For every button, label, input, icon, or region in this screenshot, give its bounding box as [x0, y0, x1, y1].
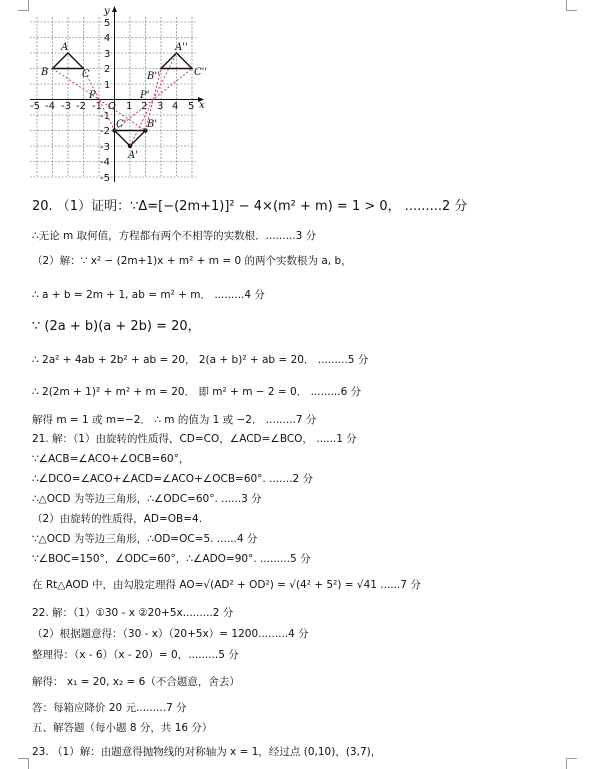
- x-tick-label: 1: [126, 101, 133, 112]
- point-label-a2: A'': [175, 42, 188, 53]
- y-tick-label: -5: [100, 173, 110, 184]
- q23-part1-start: 23. （1）解：由题意得抛物线的对称轴为 x = 1，经过点 (0,10)，(3,7)，: [32, 746, 382, 758]
- x-tick-label: -4: [45, 101, 55, 112]
- x-tick-label: -3: [61, 101, 71, 112]
- point-label-b: B: [41, 67, 49, 78]
- x-tick-label: 3: [157, 101, 164, 112]
- point-label-b2: B'': [147, 71, 160, 82]
- point-label-p: P: [89, 90, 96, 101]
- q21-angle-ado: ∵∠BOC=150°，∠ODC=60°，∴∠ADO=90°. .........5 分: [32, 553, 311, 565]
- y-tick-label: 2: [104, 64, 111, 75]
- corner-mark-bottom-left: [18, 758, 29, 769]
- q21-pythagoras: 在 Rt△AOD 中，由勾股定理得 AO=√(AD² + OD²) = √(4² + 5²) = √41 ......7 分: [32, 579, 421, 591]
- y-tick-label: 5: [104, 18, 111, 29]
- x-tick-label: -2: [76, 101, 86, 112]
- y-tick-label: -3: [100, 142, 110, 153]
- point-label-a: A: [61, 42, 69, 53]
- q20-part1-proof: 20. （1）证明：∵Δ=[−(2m+1)]² − 4×(m² + m) = 1 > 0， .........2 分: [32, 199, 468, 214]
- point-label-a1: A': [128, 150, 138, 161]
- y-tick-label: 3: [104, 49, 111, 60]
- x-tick-label: -5: [30, 101, 40, 112]
- q22-part2-equation: （2）根据题意得：（30 - x）（20+5x）= 1200.........4 分: [32, 628, 309, 640]
- q22-answer: 答：每箱应降价 20 元.........7 分: [32, 702, 187, 714]
- q21-angle-acb: ∵∠ACB=∠ACO+∠OCB=60°，: [32, 453, 190, 465]
- y-tick-label: 4: [104, 33, 111, 44]
- grid-lines: [30, 17, 196, 177]
- x-tick-label: -1: [92, 101, 102, 112]
- axes: [30, 10, 200, 182]
- q21-angle-dco: ∴∠DCO=∠ACO+∠ACD=∠ACO+∠OCB=60°. .......2 分: [32, 473, 313, 485]
- origin-label: O: [108, 101, 116, 112]
- y-axis-label: y: [104, 6, 110, 17]
- x-axis-label: x: [199, 100, 205, 111]
- y-tick-label: -4: [100, 157, 110, 168]
- q22-part1: 22. 解：（1）①30 - x ②20+5x.........2 分: [32, 607, 234, 619]
- section-5-heading: 五、解答题（每小题 8 分，共 16 分）: [32, 722, 213, 734]
- q20-part2-setup: （2）解：∵ x² − (2m+1)x + m² + m = 0 的两个实数根为 a, b，: [32, 255, 352, 267]
- x-tick-label: 4: [172, 101, 179, 112]
- x-tick-label: 5: [188, 101, 195, 112]
- point-label-c2: C'': [194, 67, 208, 78]
- y-tick-label: 1: [104, 80, 111, 91]
- q20-given: ∵ (2a + b)(a + 2b) = 20，: [32, 319, 201, 334]
- corner-mark-top-right: [566, 0, 577, 11]
- q20-answer: 解得 m = 1 或 m=−2． ∴ m 的值为 1 或 −2． .........7 分: [32, 414, 317, 426]
- q20-vieta: ∴ a + b = 2m + 1, ab = m² + m． .........4 分: [32, 289, 265, 301]
- point-label-b1: B': [147, 119, 158, 130]
- y-tick-label: -2: [100, 126, 110, 137]
- q21-part1-start: 21. 解：（1）由旋转的性质得，CD=CO，∠ACD=∠BCO， ......1 分: [32, 433, 357, 445]
- y-axis-arrow-icon: [112, 6, 117, 12]
- point-label-c1: C': [116, 119, 127, 130]
- q20-expand: ∴ 2a² + 4ab + 2b² + ab = 20， 2(a + b)² + ab = 20． .........5 分: [32, 354, 369, 366]
- q21-equilateral: ∴△OCD 为等边三角形，∴∠ODC=60°. ......3 分: [32, 493, 262, 505]
- x-tick-label: 2: [141, 101, 148, 112]
- coordinate-grid-figure: [28, 4, 208, 186]
- point-label-p1: P': [140, 90, 150, 101]
- q22-solve: 解得： x₁ = 20, x₂ = 6（不合题意，舍去）: [32, 676, 240, 688]
- q21-part2-start: （2）由旋转的性质得，AD=OB=4.: [32, 513, 203, 525]
- corner-mark-bottom-right: [566, 758, 577, 769]
- q20-substitute: ∴ 2(2m + 1)² + m² + m = 20． 即 m² + m − 2 = 0． .........6 分: [32, 386, 362, 398]
- point-label-c: C: [82, 69, 90, 80]
- q22-simplify: 整理得：（x - 6）（x - 20）= 0，.........5 分: [32, 649, 239, 661]
- q20-part1-conclusion: ∴无论 m 取何值，方程都有两个不相等的实数根．.........3 分: [32, 230, 317, 242]
- q21-od-oc: ∵△OCD 为等边三角形，∴OD=OC=5. ......4 分: [32, 533, 258, 545]
- y-tick-label: -1: [100, 111, 110, 122]
